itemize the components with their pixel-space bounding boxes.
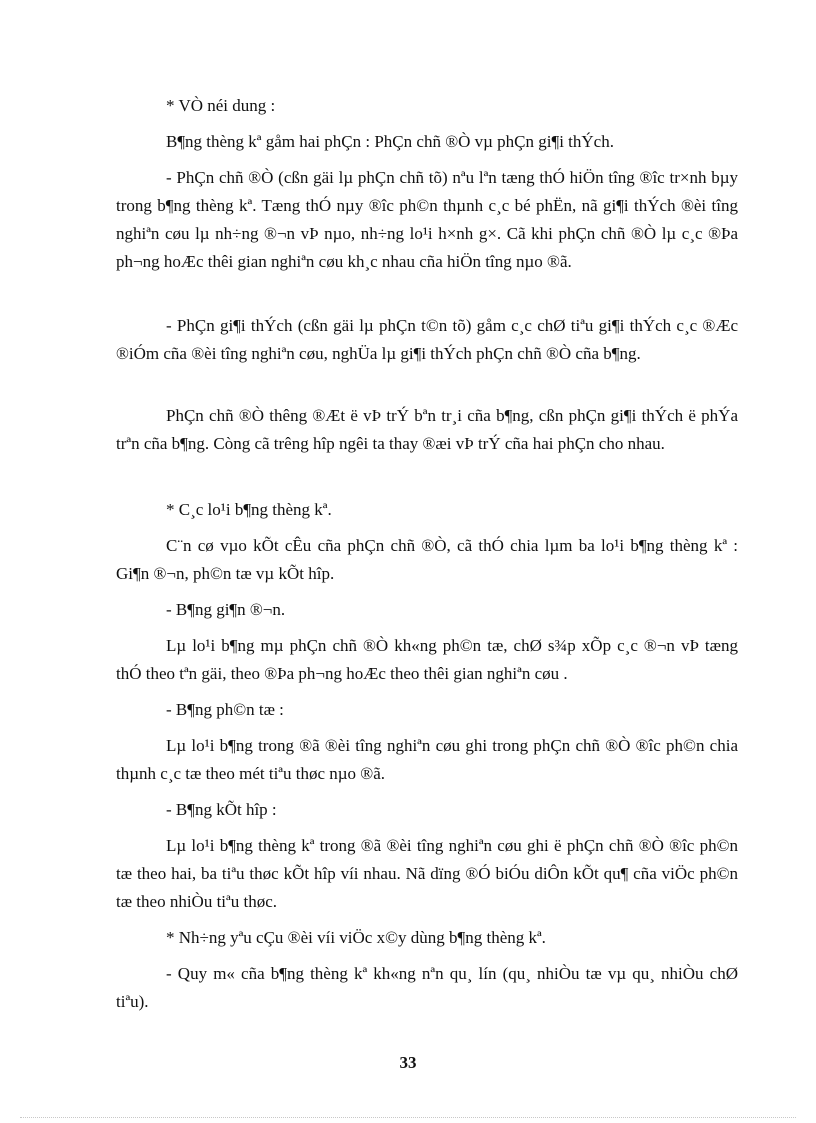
heading-content: * VÒ néi dung : (166, 96, 276, 115)
heading-table-types: * C¸c lo¹i b¶ng thèng kª. (166, 500, 332, 519)
heading-requirements: * Nh÷ng yªu cÇu ®èi víi viÖc x©y dùng b¶ng thèng kª. (166, 928, 546, 947)
heading-simple-table: - B¶ng gi¶n ®¬n. (166, 600, 286, 619)
paragraph-combined-table: Lµ lo¹i b¶ng thèng kª trong ®ã ®èi tîng nghiªn cøu ghi ë phÇn chñ ®Ò ®îc ph©n tæ theo hai, ba tiªu thøc kÕt hîp víi nhau. Nã dïng ®Ó biÓu diÔn kÕt qu¶ cña viÖc ph©n tæ theo nhiÒu tiªu thøc. (116, 836, 738, 911)
paragraph-classification: C¨n cø vµo kÕt cÊu cña phÇn chñ ®Ò, cã thÓ chia lµm ba lo¹i b¶ng thèng kª : Gi¶n ®¬n, ph©n tæ vµ kÕt hîp. (116, 536, 738, 583)
paragraph-requirement-size: - Quy m« cña b¶ng thèng kª kh«ng nªn qu¸ lín (qu¸ nhiÒu tæ vµ qu¸ nhiÒu chØ tiªu). (116, 964, 738, 1011)
paragraph-table-parts: B¶ng thèng kª gåm hai phÇn : PhÇn chñ ®Ò vµ phÇn gi¶i thÝch. (166, 132, 614, 151)
paragraph-subject-part: - PhÇn chñ ®Ò (cßn gäi lµ phÇn chñ tõ) nªu lªn tæng thÓ hiÖn tîng ®îc tr×nh bµy trong b¶ng thèng kª. Tæng thÓ nµy ®îc ph©n thµnh c¸c bé phËn, nã gi¶i thÝch ®èi tîng nghiªn cøu lµ nh÷ng ®¬n vÞ nµo, nh÷ng lo¹i h×nh g×. Cã khi phÇn chñ ®Ò lµ c¸c ®Þa ph¬ng hoÆc thêi gian nghiªn cøu kh¸c nhau cña hiÖn tîng nµo ®ã. (116, 168, 738, 271)
paragraph-grouped-table: Lµ lo¹i b¶ng trong ®ã ®èi tîng nghiªn cøu ghi trong phÇn chñ ®Ò ®îc ph©n chia thµnh c¸c tæ theo mét tiªu thøc nµo ®ã. (116, 736, 738, 783)
paragraph-simple-table: Lµ lo¹i b¶ng mµ phÇn chñ ®Ò kh«ng ph©n tæ, chØ s¾p xÕp c¸c ®¬n vÞ tæng thÓ theo tªn gäi, theo ®Þa ph¬ng hoÆc theo thêi gian nghiªn cøu . (116, 636, 738, 683)
paragraph-part-positions: PhÇn chñ ®Ò thêng ®Æt ë vÞ trÝ bªn tr¸i cña b¶ng, cßn phÇn gi¶i thÝch ë phÝa trªn cña b¶ng. Còng cã trêng hîp ngêi ta thay ®æi vÞ trÝ cña hai phÇn cho nhau. (116, 406, 738, 453)
footer-divider (20, 1117, 796, 1118)
heading-combined-table: - B¶ng kÕt hîp : (166, 800, 277, 819)
page-number: 33 (399, 1053, 417, 1072)
heading-grouped-table: - B¶ng ph©n tæ : (166, 700, 284, 719)
paragraph-explanation-part: - PhÇn gi¶i thÝch (cßn gäi lµ phÇn t©n tõ) gåm c¸c chØ tiªu gi¶i thÝch c¸c ®Æc ®iÓm cña ®èi tîng nghiªn cøu, nghÜa lµ gi¶i thÝch phÇn chñ ®Ò cña b¶ng. (116, 316, 738, 363)
